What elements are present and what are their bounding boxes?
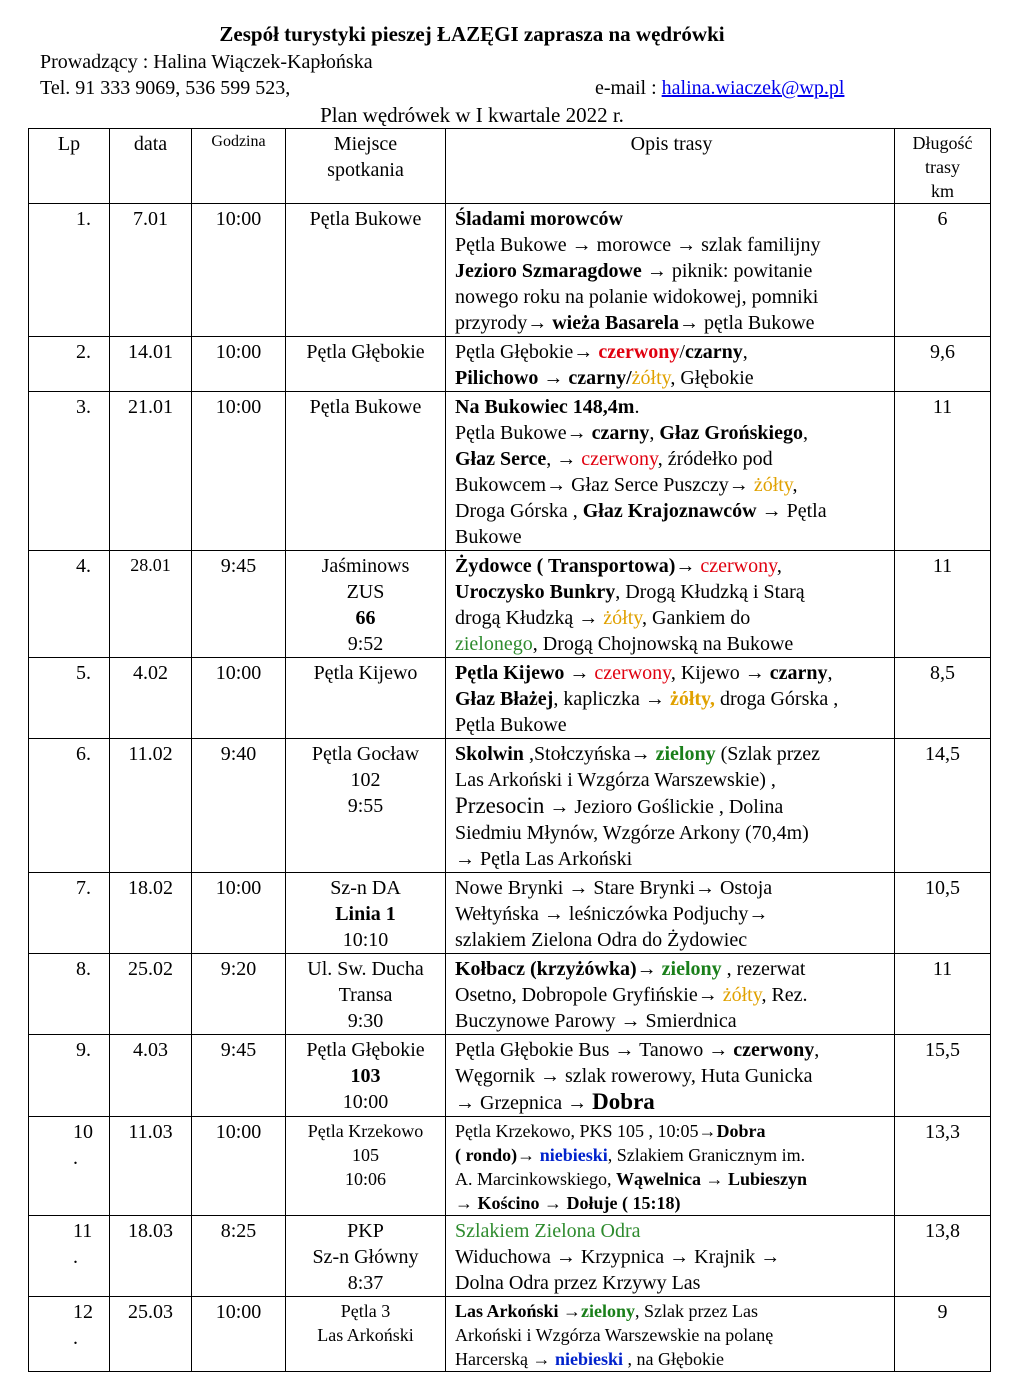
table-row xyxy=(29,658,991,739)
row-lp xyxy=(29,873,110,954)
route-segment: , Rez. xyxy=(761,984,808,1006)
route-segment: Las Arkoński i Wzgórza Warszewskie) , xyxy=(455,769,776,791)
route-segment: niebieski xyxy=(539,1145,608,1165)
route-segment: → piknik: powitanie xyxy=(641,260,813,282)
route-segment: Głaz Krajoznawców xyxy=(582,500,757,522)
row-lp-text: 7. xyxy=(76,877,91,899)
header-lp: Lp xyxy=(29,129,110,204)
route-segment: , źródełko pod xyxy=(657,448,773,470)
route-segment: zielonego xyxy=(455,633,533,655)
row-place-line: Linia 1 xyxy=(335,903,396,925)
row-place-line: Sz-n DA xyxy=(330,877,401,899)
table-row xyxy=(29,1216,991,1297)
row-time: 10:00 xyxy=(192,337,286,392)
row-place-line: Pętla Głębokie xyxy=(306,341,425,363)
route-line xyxy=(455,712,888,738)
row-route-description xyxy=(446,658,895,739)
route-segment: → pętla Bukowe xyxy=(679,312,815,334)
route-segment: Osetno, Dobropole Gryfińskie→ xyxy=(455,984,723,1006)
route-line xyxy=(455,660,888,686)
route-segment: Las Arkoński → xyxy=(455,1301,582,1321)
row-place-line: 9:52 xyxy=(347,633,384,655)
row-date: 21.01 xyxy=(110,392,192,551)
route-line xyxy=(455,982,888,1008)
route-segment: żółty xyxy=(603,607,642,629)
route-segment: żółty xyxy=(753,474,793,496)
row-place xyxy=(286,204,446,337)
route-segment: Pętla Głębokie→ xyxy=(455,341,599,363)
row-length: 9 xyxy=(895,1297,991,1372)
table-row xyxy=(29,873,991,954)
row-place xyxy=(286,873,446,954)
route-segment: Pętla Głębokie Bus → Tanowo → xyxy=(455,1039,734,1061)
route-line xyxy=(455,232,888,258)
route-segment: , → xyxy=(546,448,582,470)
route-line xyxy=(455,394,888,420)
header-date: data xyxy=(110,129,192,204)
route-line xyxy=(455,793,888,820)
route-segment: droga Górska , xyxy=(714,688,839,710)
route-line xyxy=(455,420,888,446)
route-segment: Głaz Serce xyxy=(455,448,547,470)
row-place-line: Pętla Gocław xyxy=(311,743,420,765)
row-place-line: Pętla 3 xyxy=(340,1301,391,1321)
header-time: Godzina xyxy=(192,129,286,204)
route-segment: Harcerską → xyxy=(455,1349,555,1369)
row-date: 18.03 xyxy=(110,1216,192,1297)
route-segment: , na Głębokie xyxy=(622,1349,724,1369)
route-segment: Pętla Krzekowo, PKS 105 , 10:05→ xyxy=(455,1121,717,1141)
row-length: 13,3 xyxy=(895,1117,991,1216)
route-segment: Uroczysko Bunkry xyxy=(455,581,616,603)
row-place-line: 9:55 xyxy=(347,795,384,817)
route-line xyxy=(455,956,888,982)
route-segment: , Gankiem do xyxy=(642,607,751,629)
row-date: 14.01 xyxy=(110,337,192,392)
row-lp-text: 3. xyxy=(76,396,91,418)
header-length-line3: km xyxy=(930,181,954,201)
route-segment: Buczynowe Parowy → Smierdnica xyxy=(455,1010,737,1032)
route-segment: czerwony xyxy=(581,448,658,470)
table-row xyxy=(29,954,991,1035)
header-length-line1: Długość xyxy=(912,133,973,153)
route-segment: , xyxy=(814,1039,820,1061)
route-segment: . xyxy=(634,396,640,418)
route-line xyxy=(455,524,888,550)
row-place xyxy=(286,1035,446,1117)
row-date: 25.03 xyxy=(110,1297,192,1372)
route-segment: → Kościno → Dołuje ( 15:18) xyxy=(455,1193,681,1213)
route-line xyxy=(455,1191,888,1215)
route-line xyxy=(455,284,888,310)
route-segment: , xyxy=(792,474,798,496)
route-segment: , Głębokie xyxy=(670,367,754,389)
row-place xyxy=(286,392,446,551)
route-segment: żółty, xyxy=(669,688,715,710)
row-lp xyxy=(29,954,110,1035)
route-line xyxy=(455,1323,888,1347)
row-lp-text: 1. xyxy=(76,208,91,230)
route-line xyxy=(455,1037,888,1063)
route-segment: ,Stołczyńska→ xyxy=(523,743,656,765)
route-line xyxy=(455,1063,888,1089)
row-time: 10:00 xyxy=(192,1117,286,1216)
header-description: Opis trasy xyxy=(446,129,895,204)
route-segment: , xyxy=(742,341,748,363)
route-segment: , Szlak przez Las xyxy=(635,1301,758,1321)
row-route-description xyxy=(446,873,895,954)
route-segment: , Drogą Kłudzką i Starą xyxy=(615,581,805,603)
route-segment: , Drogą Chojnowską na Bukowe xyxy=(532,633,794,655)
row-length: 11 xyxy=(895,392,991,551)
row-place-line: Transa xyxy=(338,984,393,1006)
row-lp xyxy=(29,204,110,337)
route-segment: , xyxy=(776,555,782,577)
row-lp xyxy=(29,392,110,551)
phone-line: Tel. 91 333 9069, 536 599 523, xyxy=(40,77,291,99)
row-place-line: Pętla Kijewo xyxy=(313,662,418,684)
row-route-description xyxy=(446,204,895,337)
row-place-line: Pętla Krzekowo xyxy=(307,1121,424,1141)
row-place-line: 10:10 xyxy=(342,929,389,951)
row-length: 15,5 xyxy=(895,1035,991,1117)
row-lp xyxy=(29,1216,110,1297)
route-segment: Skolwin xyxy=(455,743,524,765)
table-row xyxy=(29,551,991,658)
row-place xyxy=(286,1117,446,1216)
row-place-line: Sz-n Główny xyxy=(312,1246,419,1268)
table-body xyxy=(29,204,991,1372)
route-segment: , xyxy=(649,422,660,444)
route-segment: Bukowe xyxy=(455,526,522,548)
route-line xyxy=(455,472,888,498)
route-line xyxy=(455,1218,888,1244)
route-segment: niebieski xyxy=(554,1349,623,1369)
route-segment: Głaz Błażej xyxy=(455,688,554,710)
route-segment: czarny xyxy=(591,422,650,444)
route-segment: drogą Kłudzką → xyxy=(455,607,604,629)
route-line xyxy=(455,579,888,605)
route-segment: Śladami morowców xyxy=(455,208,623,230)
row-time: 10:00 xyxy=(192,658,286,739)
row-place-line: Ul. Sw. Ducha xyxy=(307,958,424,980)
row-lp-text: 8. xyxy=(76,958,91,980)
row-route-description xyxy=(446,1297,895,1372)
route-segment: → xyxy=(564,662,595,684)
row-length: 11 xyxy=(895,954,991,1035)
route-line xyxy=(455,1119,888,1143)
route-line xyxy=(455,1143,888,1167)
row-lp-dot: . xyxy=(73,1246,78,1268)
row-place-line: Las Arkoński xyxy=(317,1325,414,1345)
row-place-line: Jaśminows xyxy=(321,555,410,577)
route-line xyxy=(455,1089,888,1116)
route-segment: czerwony xyxy=(598,341,680,363)
route-segment: zielony xyxy=(661,958,722,980)
route-segment: Jezioro Szmaragdowe xyxy=(455,260,642,282)
row-place-line: 10:00 xyxy=(342,1091,389,1113)
row-lp-text: 11 xyxy=(73,1220,93,1242)
header-length xyxy=(895,129,991,204)
route-segment: Przesocin xyxy=(455,793,545,818)
row-length: 14,5 xyxy=(895,739,991,873)
route-segment: , xyxy=(827,662,833,684)
route-segment: czerwony xyxy=(700,555,777,577)
row-time: 10:00 xyxy=(192,1297,286,1372)
route-segment: → Grzepnica → xyxy=(455,1092,593,1114)
row-place xyxy=(286,954,446,1035)
route-segment: czerwony xyxy=(594,662,671,684)
row-time: 8:25 xyxy=(192,1216,286,1297)
route-segment: żółty xyxy=(631,367,671,389)
route-segment: zielony xyxy=(655,743,716,765)
header-place-line1: Miejsce xyxy=(333,133,398,155)
row-lp-dot: . xyxy=(73,1147,78,1169)
route-line xyxy=(455,339,888,365)
row-time: 10:00 xyxy=(192,392,286,551)
table-row xyxy=(29,337,991,392)
row-time: 10:00 xyxy=(192,873,286,954)
route-segment: Kołbacz (krzyżówka)→ xyxy=(455,958,662,980)
row-place-line: 66 xyxy=(355,607,376,629)
route-segment: Szlakiem Zielona Odra xyxy=(455,1220,641,1242)
route-segment: Pętla Kijewo xyxy=(455,662,565,684)
route-line xyxy=(455,767,888,793)
route-segment: , Szlakiem Granicznym im. xyxy=(607,1145,806,1165)
row-place xyxy=(286,1297,446,1372)
table-row xyxy=(29,1297,991,1372)
route-segment: Węgornik → szlak rowerowy, Huta Gunicka xyxy=(455,1065,813,1087)
row-time: 10:00 xyxy=(192,204,286,337)
row-time: 9:45 xyxy=(192,1035,286,1117)
route-segment: Droga Górska , xyxy=(455,500,583,522)
header-place-line2: spotkania xyxy=(327,159,404,181)
header-length-line2: trasy xyxy=(925,157,960,177)
row-place-line: Pętla Bukowe xyxy=(309,208,422,230)
route-segment: Wąwelnica → Lubieszyn xyxy=(615,1169,807,1189)
route-segment: Arkoński i Wzgórza Warszewskie na polanę xyxy=(455,1325,774,1345)
email-link[interactable]: halina.wiaczek@wp.pl xyxy=(661,77,845,99)
route-segment: Pętla Bukowe → morowce → szlak familijny xyxy=(455,234,821,256)
route-line xyxy=(455,1244,888,1270)
row-place-line: 8:37 xyxy=(347,1272,384,1294)
hike-schedule-table xyxy=(28,128,991,1372)
route-line xyxy=(455,875,888,901)
row-route-description xyxy=(446,739,895,873)
row-date: 28.01 xyxy=(110,551,192,658)
route-segment: , xyxy=(802,422,808,444)
row-date: 18.02 xyxy=(110,873,192,954)
page-title: Zespół turystyki pieszej ŁAZĘGI zaprasza na wędrówki xyxy=(219,22,725,46)
row-route-description xyxy=(446,392,895,551)
row-lp xyxy=(29,658,110,739)
route-segment: Głaz Grońskiego xyxy=(659,422,803,444)
row-lp xyxy=(29,551,110,658)
route-segment: Dolna Odra przez Krzywy Las xyxy=(455,1272,701,1294)
route-segment: czarny xyxy=(684,341,743,363)
row-time: 9:40 xyxy=(192,739,286,873)
route-segment: , Kijewo → xyxy=(670,662,770,684)
plan-title: Plan wędrówek w I kwartale 2022 r. xyxy=(320,103,624,127)
route-segment: czarny xyxy=(769,662,828,684)
route-line xyxy=(455,1299,888,1323)
row-date: 4.03 xyxy=(110,1035,192,1117)
route-segment: Na Bukowiec 148,4m xyxy=(455,396,635,418)
route-segment: , kapliczka → xyxy=(553,688,670,710)
table-row xyxy=(29,204,991,337)
row-route-description xyxy=(446,1117,895,1216)
route-line xyxy=(455,1008,888,1034)
route-line xyxy=(455,1270,888,1296)
route-line xyxy=(455,846,888,872)
row-date: 7.01 xyxy=(110,204,192,337)
route-segment: , rezerwat xyxy=(721,958,806,980)
route-line xyxy=(455,498,888,524)
route-segment: czerwony xyxy=(733,1039,815,1061)
row-lp xyxy=(29,739,110,873)
route-segment: → Pętla Las Arkoński xyxy=(455,848,633,870)
row-length: 13,8 xyxy=(895,1216,991,1297)
route-line xyxy=(455,206,888,232)
route-line xyxy=(455,1347,888,1371)
row-place-line: 9:30 xyxy=(347,1010,384,1032)
table-row xyxy=(29,392,991,551)
route-segment: Widuchowa → Krzypnica → Krajnik → xyxy=(455,1246,781,1268)
row-time: 9:20 xyxy=(192,954,286,1035)
row-place xyxy=(286,739,446,873)
route-segment: Wełtyńska → leśniczówka Podjuchy→ xyxy=(455,903,769,925)
route-segment: Nowe Brynki → Stare Brynki→ Ostoja xyxy=(455,877,773,899)
row-place-line: Pętla Głębokie xyxy=(306,1039,425,1061)
row-place xyxy=(286,1216,446,1297)
row-date: 4.02 xyxy=(110,658,192,739)
row-time: 9:45 xyxy=(192,551,286,658)
row-lp xyxy=(29,1297,110,1372)
route-segment: Pilichowo → czarny/ xyxy=(455,367,632,389)
route-segment: zielony xyxy=(581,1301,636,1321)
row-lp-text: 10 xyxy=(73,1121,93,1143)
header-place xyxy=(286,129,446,204)
route-line xyxy=(455,1167,888,1191)
route-line xyxy=(455,605,888,631)
row-route-description xyxy=(446,954,895,1035)
route-segment: Żydowce ( Transportowa) xyxy=(455,555,676,577)
route-segment: szlakiem Zielona Odra do Żydowiec xyxy=(455,929,748,951)
row-route-description xyxy=(446,1035,895,1117)
route-segment: A. Marcinkowskiego, xyxy=(455,1169,616,1189)
row-lp-text: 9. xyxy=(76,1039,91,1061)
route-segment: → Jezioro Goślickie , Dolina xyxy=(544,796,784,818)
row-lp xyxy=(29,1117,110,1216)
route-segment: → xyxy=(675,555,701,577)
row-lp xyxy=(29,337,110,392)
route-line xyxy=(455,927,888,953)
row-lp-text: 12 xyxy=(73,1301,93,1323)
route-segment: Pętla Bukowe xyxy=(455,714,567,736)
leader-line: Prowadzący : Halina Wiączek-Kapłońska xyxy=(40,51,373,73)
row-lp-text: 2. xyxy=(76,341,91,363)
route-segment: Dobra xyxy=(716,1121,766,1141)
row-place-line: 102 xyxy=(350,769,381,791)
row-route-description xyxy=(446,551,895,658)
row-place-line: ZUS xyxy=(346,581,385,603)
route-segment: ( rondo)→ xyxy=(455,1145,540,1165)
row-date: 11.02 xyxy=(110,739,192,873)
route-line xyxy=(455,446,888,472)
route-line xyxy=(455,365,888,391)
route-segment: Siedmiu Młynów, Wzgórze Arkony (70,4m) xyxy=(455,822,809,844)
route-segment: Dobra xyxy=(592,1089,655,1114)
row-lp-text: 6. xyxy=(76,743,91,765)
row-route-description xyxy=(446,1216,895,1297)
route-segment: Bukowcem→ Głaz Serce Puszczy→ xyxy=(455,474,754,496)
table-row xyxy=(29,1117,991,1216)
route-segment: wieża Basarela xyxy=(552,312,680,334)
route-line xyxy=(455,686,888,712)
row-lp-text: 5. xyxy=(76,662,91,684)
row-length: 9,6 xyxy=(895,337,991,392)
row-route-description xyxy=(446,337,895,392)
row-length: 10,5 xyxy=(895,873,991,954)
row-place xyxy=(286,658,446,739)
route-line xyxy=(455,310,888,336)
row-place-line: 103 xyxy=(350,1065,381,1087)
row-place xyxy=(286,337,446,392)
row-length: 8,5 xyxy=(895,658,991,739)
email-label: e-mail : xyxy=(595,77,662,99)
email-line xyxy=(595,75,844,101)
route-line xyxy=(455,901,888,927)
row-date: 25.02 xyxy=(110,954,192,1035)
route-segment: → Pętla xyxy=(756,500,827,522)
table-header-row xyxy=(29,129,991,204)
route-segment: nowego roku na polanie widokowej, pomniki xyxy=(455,286,819,308)
row-lp-text: 4. xyxy=(76,555,91,577)
row-place-line: PKP xyxy=(347,1220,384,1242)
row-place xyxy=(286,551,446,658)
route-segment: Pętla Bukowe→ xyxy=(455,422,592,444)
route-line xyxy=(455,258,888,284)
row-lp-dot: . xyxy=(73,1327,78,1349)
row-place-line: 105 xyxy=(352,1145,379,1165)
row-length: 6 xyxy=(895,204,991,337)
route-segment: przyrody→ xyxy=(455,312,553,334)
row-place-line: Pętla Bukowe xyxy=(309,396,422,418)
route-segment: (Szlak przez xyxy=(715,743,820,765)
table-row xyxy=(29,739,991,873)
route-line xyxy=(455,553,888,579)
row-length: 11 xyxy=(895,551,991,658)
row-date: 11.03 xyxy=(110,1117,192,1216)
route-line xyxy=(455,741,888,767)
table-row xyxy=(29,1035,991,1117)
route-line xyxy=(455,631,888,657)
route-segment: żółty xyxy=(722,984,762,1006)
route-segment: / xyxy=(679,341,685,363)
row-lp xyxy=(29,1035,110,1117)
row-place-line: 10:06 xyxy=(344,1169,386,1189)
route-line xyxy=(455,820,888,846)
